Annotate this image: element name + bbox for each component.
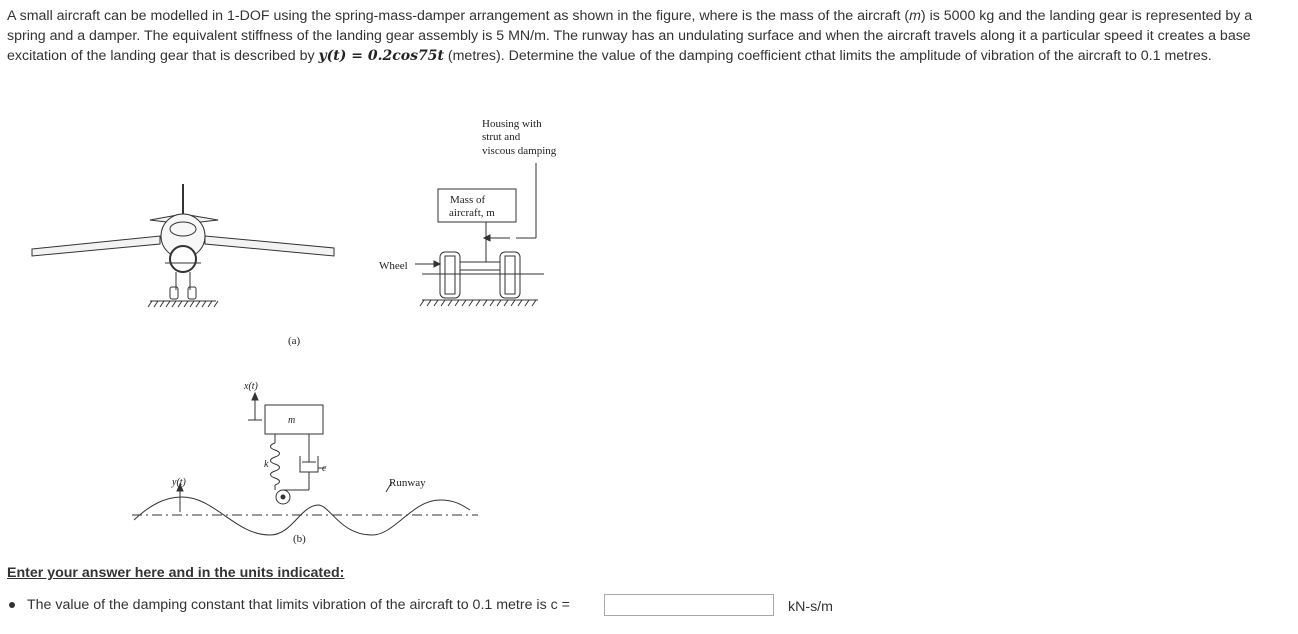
equation-lhs: y(t) (318, 48, 347, 64)
damping-answer-input[interactable] (604, 594, 774, 616)
c-label: c (322, 463, 327, 474)
housing-label-line1: Housing with (482, 118, 542, 130)
problem-text-3: (metres). Determine the value of the damping coefficient (443, 48, 805, 64)
question-text: The value of the damping constant that limits vibration of the aircraft to 0.1 metre is c = (27, 597, 570, 613)
answer-heading: Enter your answer here and in the units indicated: (7, 565, 345, 581)
runway-label: Runway (389, 477, 426, 489)
damping-symbol: c (804, 48, 812, 64)
answer-question (9, 597, 570, 613)
bullet-icon (9, 602, 15, 608)
landing-gear-figure (0, 100, 600, 550)
mass-label-line2: aircraft, m (449, 207, 495, 219)
problem-statement (7, 6, 1282, 66)
wheel-label: Wheel (379, 260, 408, 272)
landing-gear-detail (415, 163, 544, 306)
mass-label-line1: Mass of (450, 194, 486, 206)
aircraft-front-view (32, 184, 334, 307)
problem-text-4: that limits the amplitude of vibration of the aircraft to 0.1 metres. (811, 48, 1212, 64)
spring-mass-damper-schematic (132, 393, 478, 535)
housing-label-line3: viscous damping (482, 145, 557, 157)
equation-eq: = (346, 48, 368, 64)
yt-label: y(t) (172, 477, 186, 488)
caption-b: (b) (293, 533, 306, 545)
problem-text-2: ) is 5000 kg and the landing gear is represented by a spring and a damper. The equivalent stiffness of the landing gear assembly is 5 MN/m. The runway has an undulating surface and when the aircraft travels along it a particular speed it creates a base excitation of the landing gear that is described by (7, 8, 1253, 64)
mass-symbol: m (909, 8, 921, 24)
problem-text-1: A small aircraft can be modelled in 1-DOF using the spring-mass-damper arrangement as shown in the figure, where is the mass of the aircraft ( (7, 8, 910, 24)
units-label: kN-s/m (788, 599, 833, 615)
caption-a: (a) (288, 335, 301, 347)
housing-label-line2: strut and (482, 131, 521, 143)
m-label: m (288, 415, 296, 426)
xt-label: x(t) (244, 381, 258, 392)
k-label: k (264, 459, 269, 470)
equation-rhs: 0.2cos75t (367, 48, 444, 64)
